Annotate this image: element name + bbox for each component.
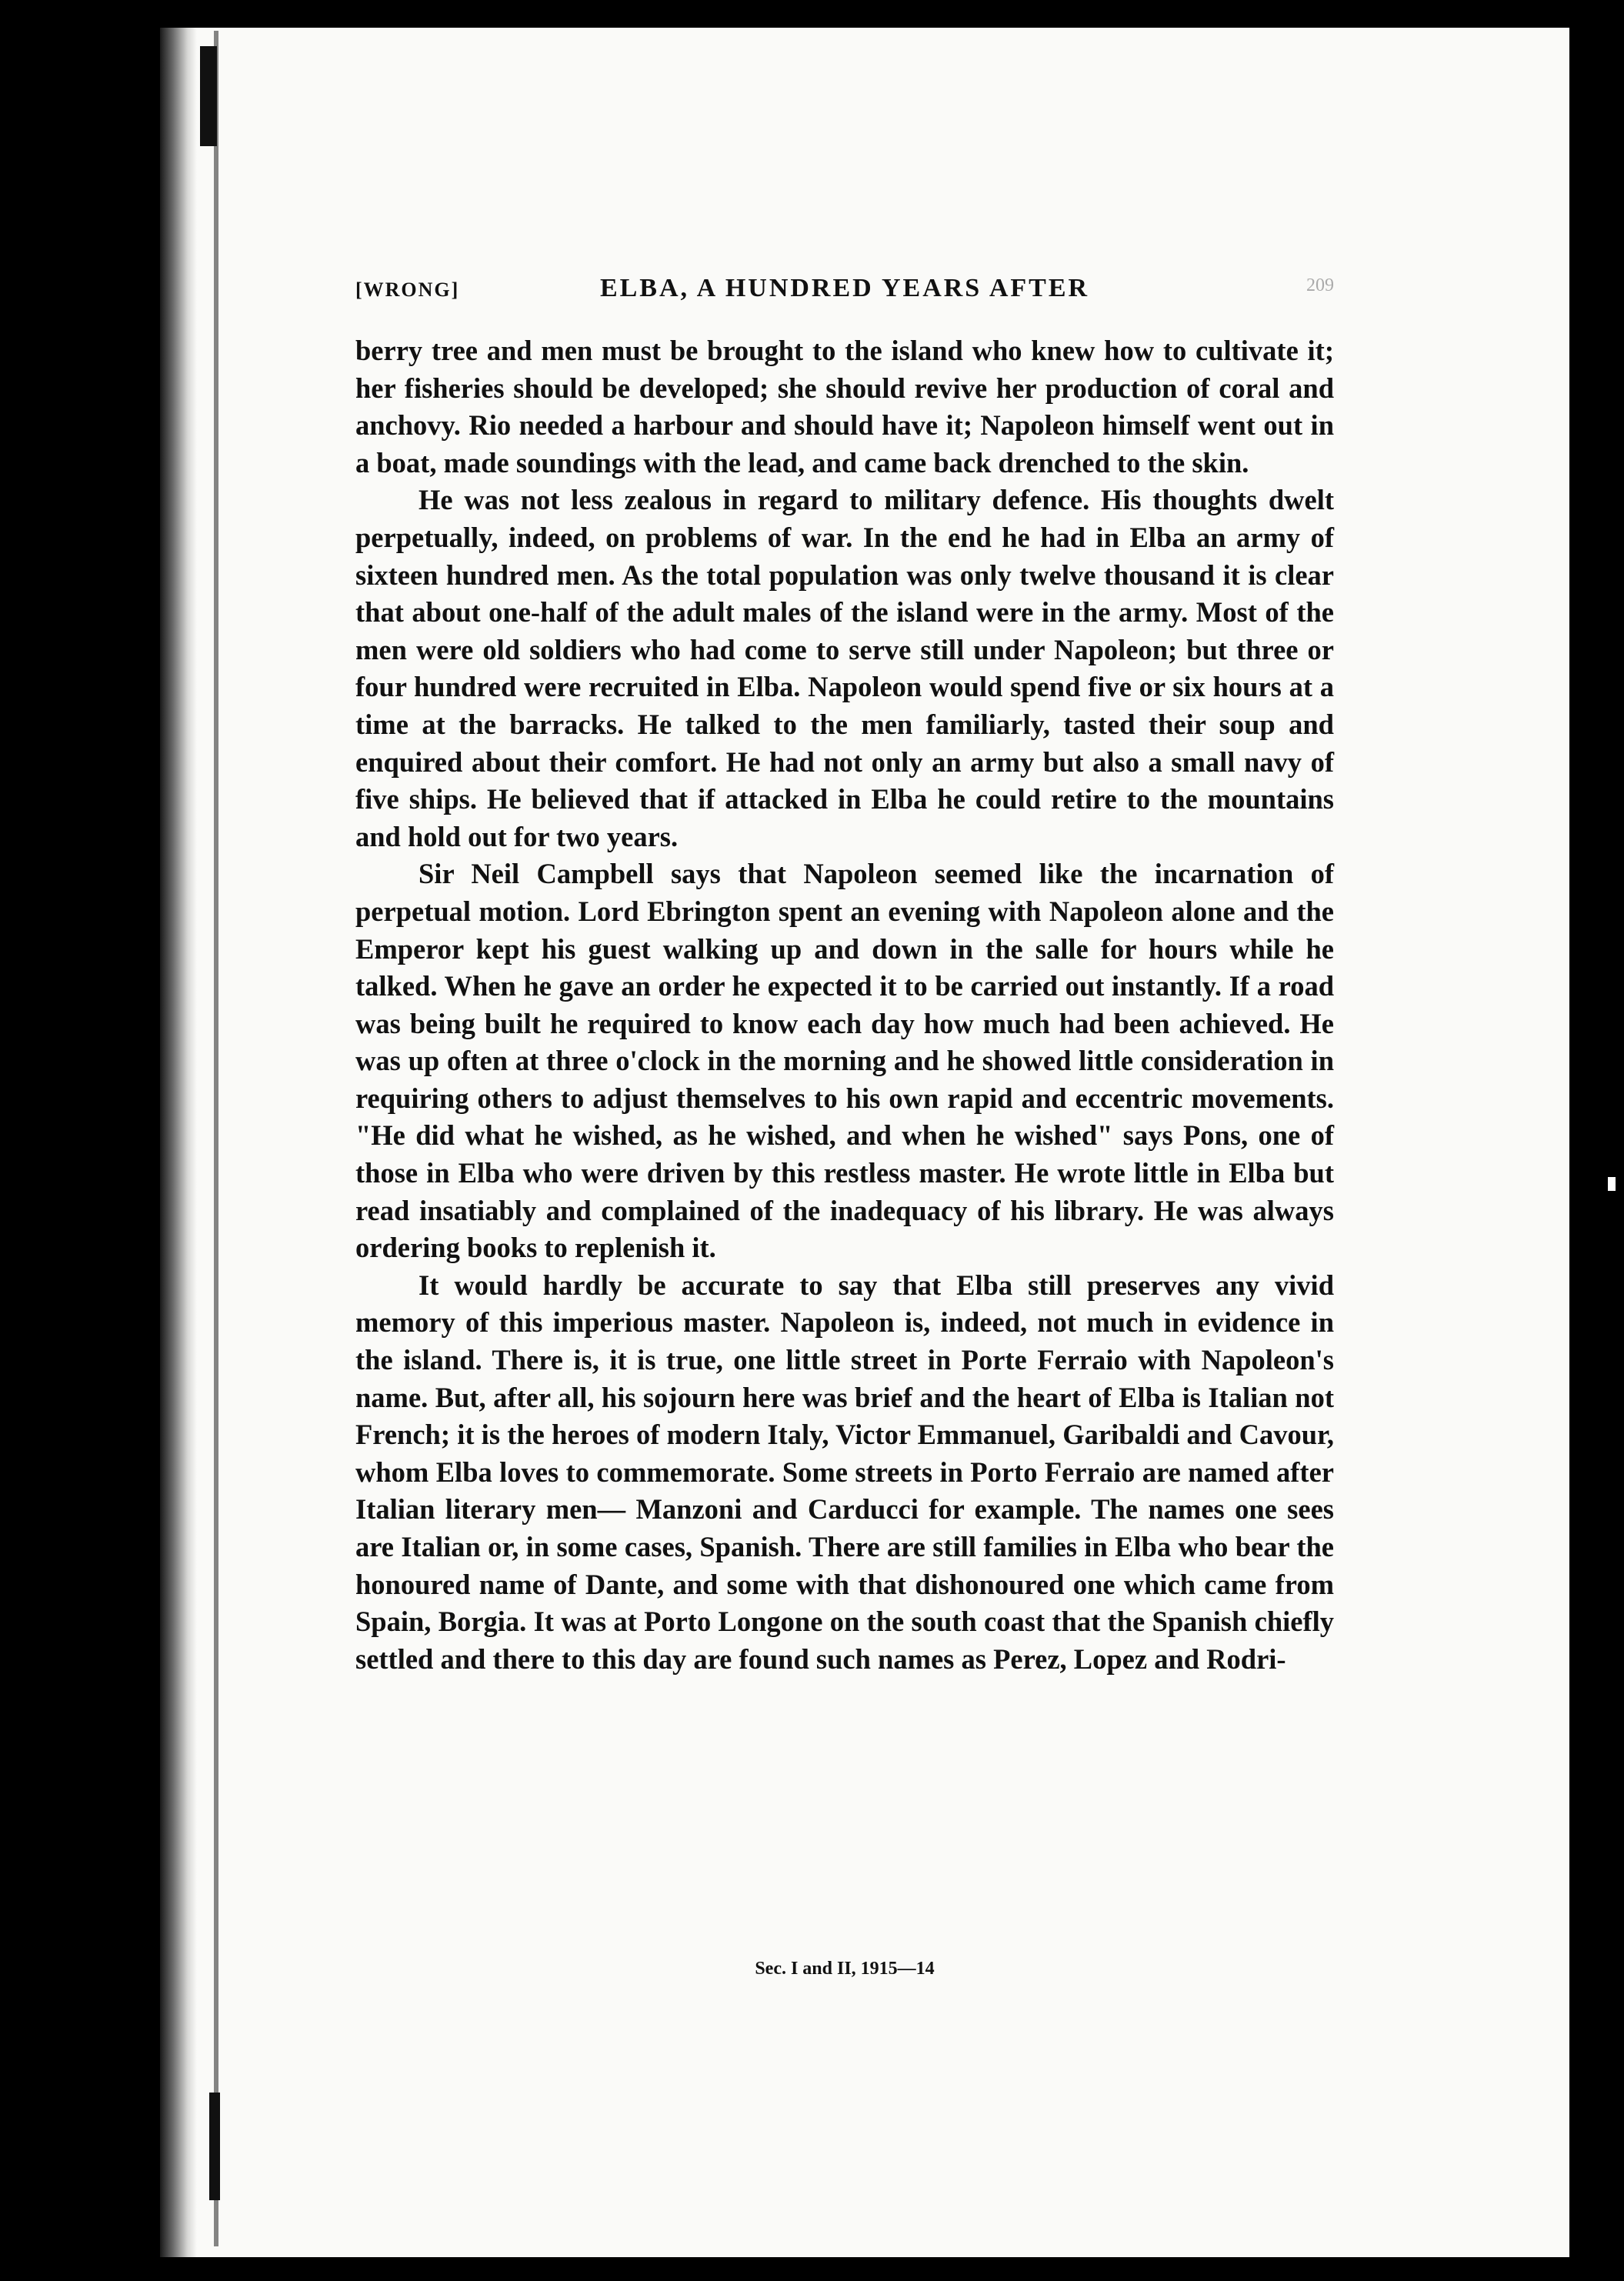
page-title: ELBA, A HUNDRED YEARS AFTER — [599, 274, 1090, 302]
gutter-mark — [200, 46, 217, 146]
margin-mark — [1608, 1177, 1616, 1191]
paragraph: berry tree and men must be brought to the island who knew how to cultivate it; her fisheries should be developed; she should revive her production of coral and anchovy. Rio needed a harbour and should have it; Napoleon himself went out in a boat, made soundings with the lead, and came back drenched to the skin. — [355, 335, 1334, 479]
page-number: 209 — [1306, 275, 1334, 295]
body-text — [355, 332, 1334, 1678]
gutter-mark — [209, 2093, 220, 2200]
gutter-line — [214, 31, 218, 2246]
paragraph: It would hardly be accurate to say that Elba still preserves any vivid memory of this imperious master. Napoleon is, indeed, not much in evidence in the island. There is, it is true, one little street in Porte Ferraio with Napoleon's name. But, after all, his sojourn here was brief and the heart of Elba is Italian not French; it is the heroes of modern Italy, Victor Emmanuel, Garibaldi and Cavour, whom Elba loves to commemorate. Some streets in Porto Ferraio are named after Italian literary men— Manzoni and Carducci for example. The names one sees are Italian or, in some cases, Spanish. There are still families in Elba who bear the honoured name of Dante, and some with that dishonoured one which came from Spain, Borgia. It was at Porto Longone on the south coast that the Spanish chiefly settled and there to this day are found such names as Perez, Lopez and Rodri- — [355, 1269, 1334, 1675]
paragraph: He was not less zealous in regard to military defence. His thoughts dwelt perpetually, indeed, on problems of war. In the end he had in Elba an army of sixteen hundred men. As the total population was only twelve thousand it is clear that about one-half of the adult males of the island were in the army. Most of the men were old soldiers who had come to serve still under Napoleon; but three or four hundred were recruited in Elba. Napoleon would spend five or six hours at a time at the barracks. He talked to the men familiarly, tasted their soup and enquired about their comfort. He had not only an army but also a small navy of five ships. He believed that if attacked in Elba he could retire to the mountains and hold out for two years. — [355, 484, 1334, 852]
running-head: [WRONG] — [355, 278, 460, 301]
page-binding-shadow — [160, 28, 197, 2257]
paragraph: Sir Neil Campbell says that Napoleon seemed like the incarnation of perpetual motion. Lord Ebrington spent an evening with Napoleon alone and the Emperor kept his guest walking up and down in the salle for hours while he talked. When he gave an order he expected it to be carried out instantly. If a road was being built he required to know each day how much had been achieved. He was up often at three o'clock in the morning and he showed little consideration in requiring others to adjust themselves to his own rapid and eccentric movements. "He did what he wished, as he wished, and when he wished" says Pons, one of those in Elba who were driven by this restless master. He wrote little in Elba but read insatiably and complained of the inadequacy of his library. He was always ordering books to replenish it. — [355, 858, 1334, 1264]
page-header — [355, 274, 1334, 312]
signature-mark: Sec. I and II, 1915—14 — [755, 1959, 935, 1979]
